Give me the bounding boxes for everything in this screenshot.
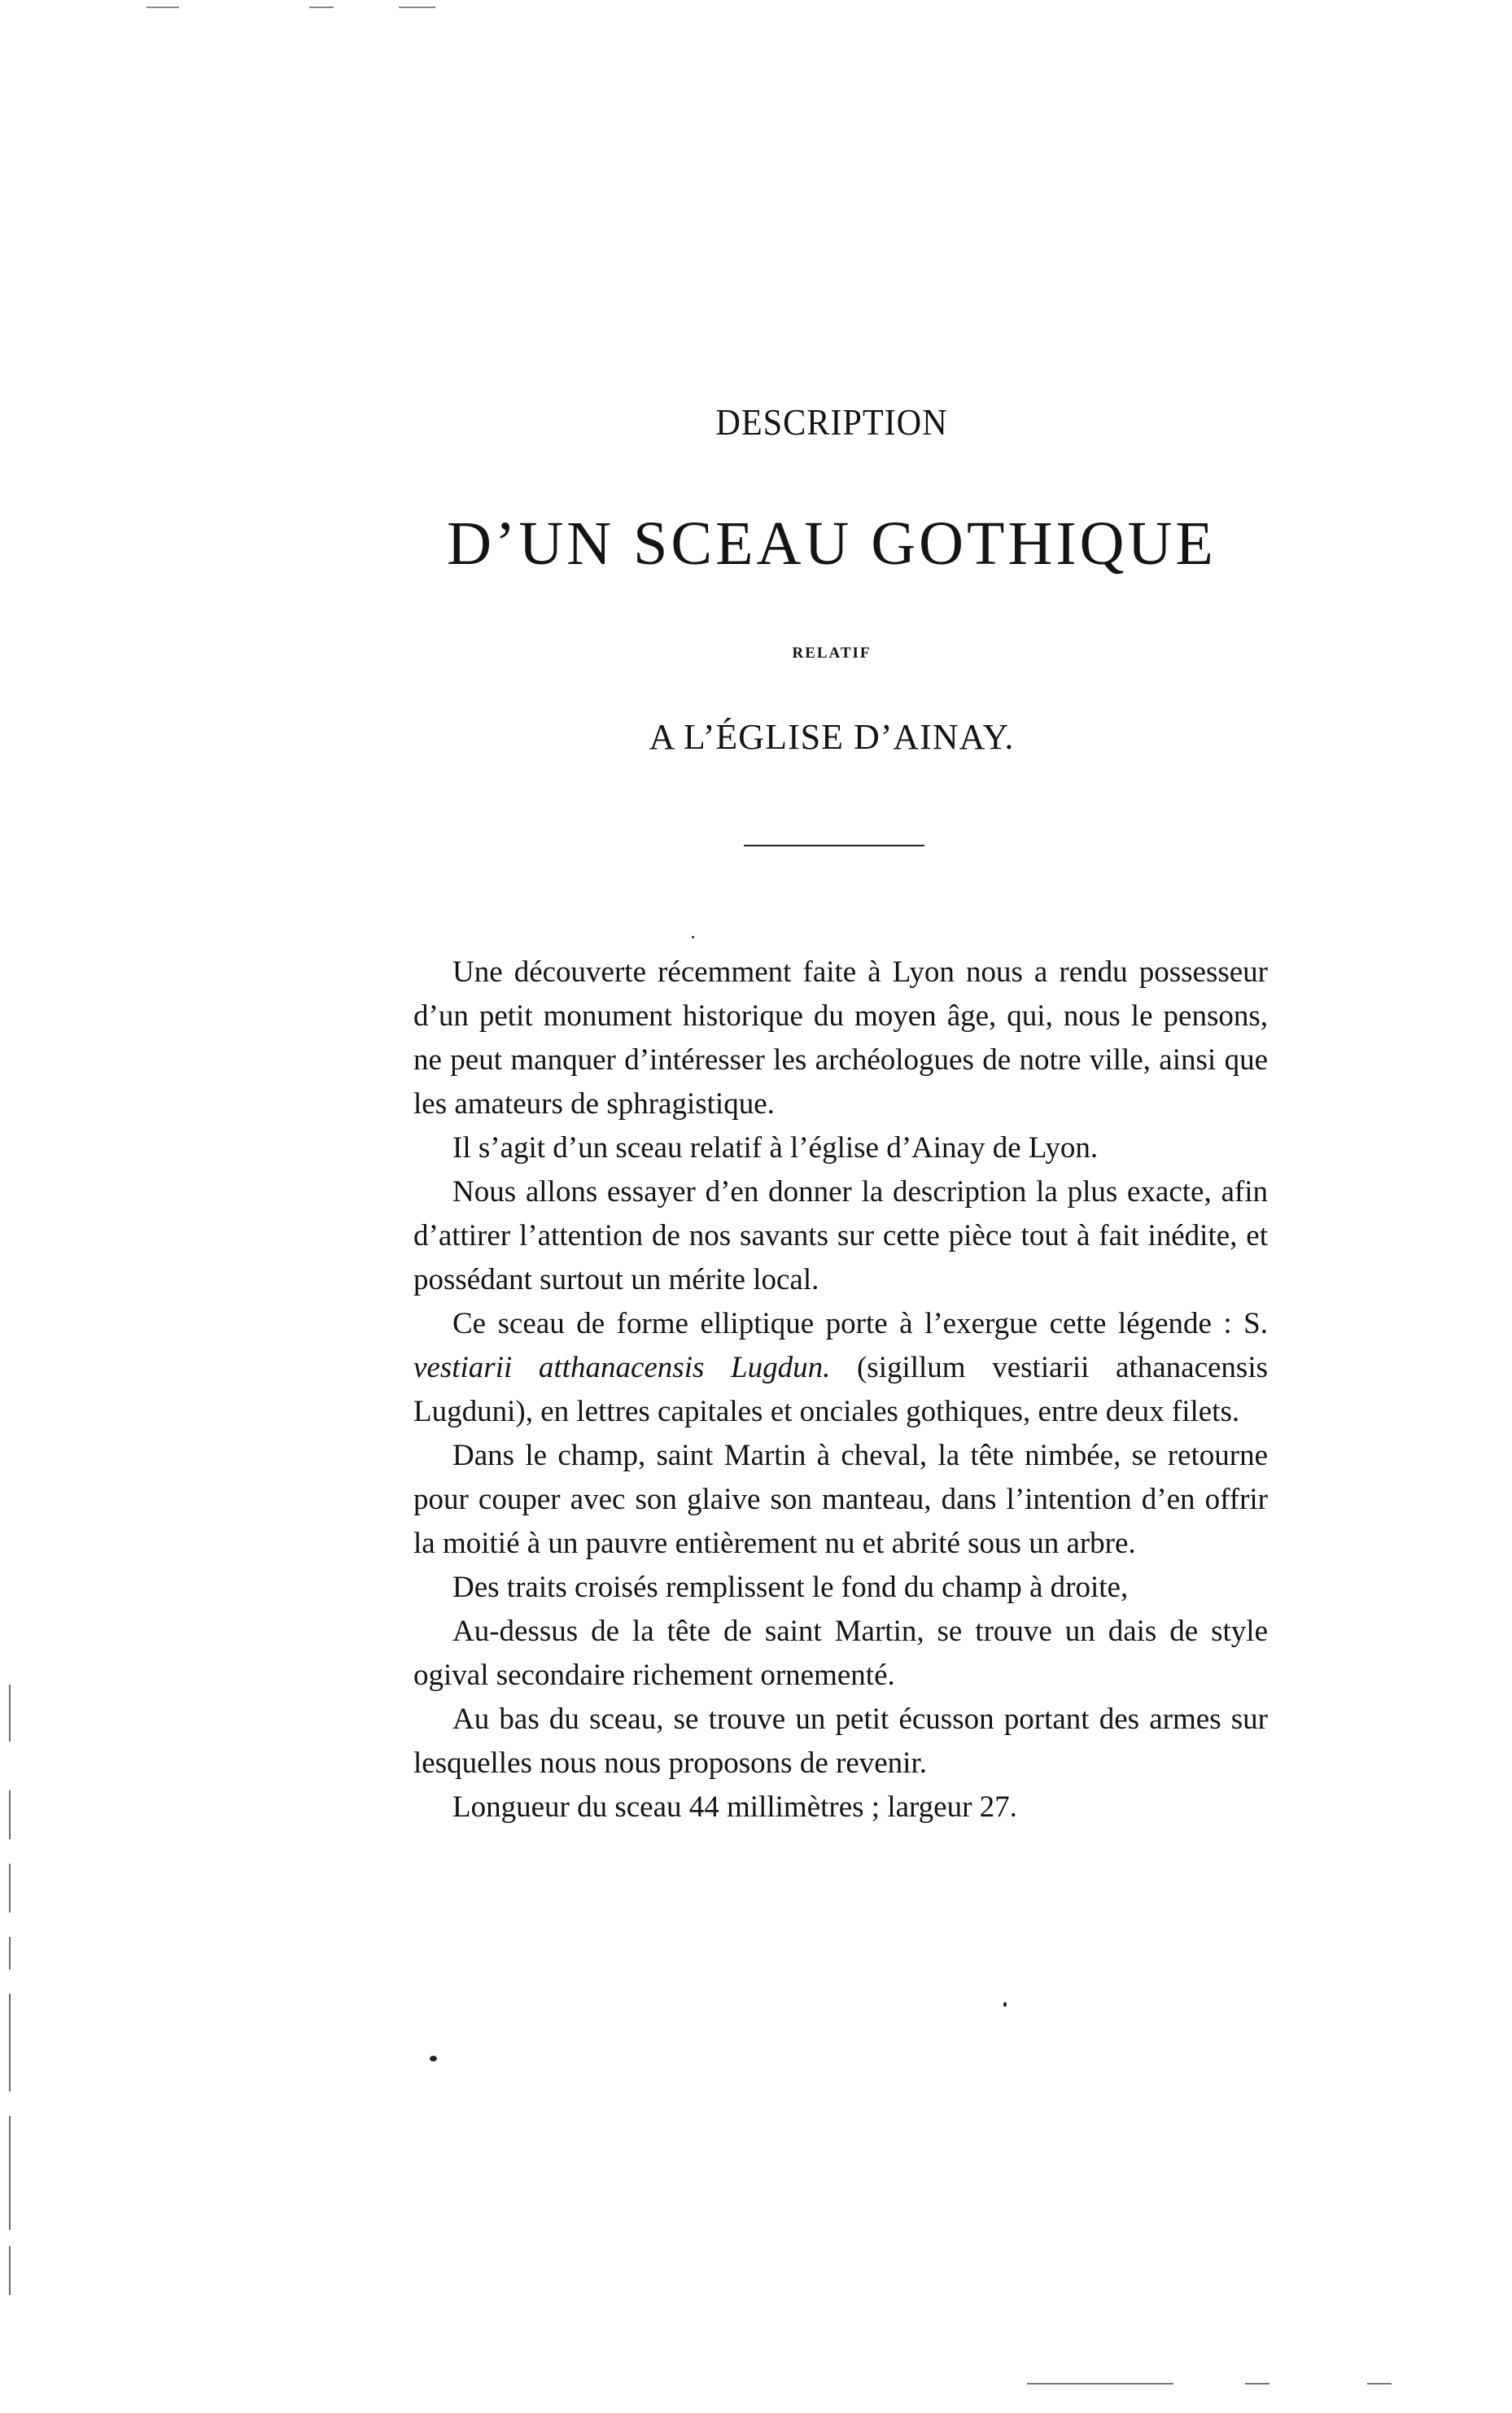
ink-speck (1003, 2002, 1007, 2007)
scan-margin-line (9, 1864, 11, 1912)
separator-rule (744, 845, 924, 846)
scan-margin-line (9, 2116, 11, 2230)
paragraph-dimensions: Longueur du sceau 44 millimètres ; largeur 27. (452, 1790, 1017, 1824)
scan-mark (146, 7, 179, 8)
paragraph: Des traits croisés remplissent le fond du champ à droite, (452, 1571, 1129, 1604)
ink-speck (692, 936, 694, 938)
scan-mark (1367, 2383, 1392, 2385)
scan-mark (399, 7, 435, 8)
paragraph: Dans le champ, saint Martin à cheval, la tête nimbée, se retourne pour couper avec son glaive son manteau, dans l’intention d’en offrir la moitié à un pauvre entièrement nu et abrité sous un arbre. (413, 1439, 1268, 1560)
paragraph-legend (413, 1302, 1268, 1434)
scan-margin-line (9, 2246, 11, 2295)
heading-relatif: RELATIF (792, 645, 872, 662)
scan-mark (309, 7, 334, 8)
paragraph: Il s’agit d’un sceau relatif à l’église d’Ainay de Lyon. (452, 1131, 1099, 1165)
page-title: D’UN SCEAU GOTHIQUE (447, 509, 1217, 578)
paragraph: Au bas du sceau, se trouve un petit écusson portant des armes sur lesquelles nous nous proposons de revenir. (413, 1703, 1268, 1780)
ink-speck (430, 2056, 437, 2061)
scan-mark (1245, 2383, 1269, 2385)
legend-text-before: Ce sceau de forme elliptique porte à l’exergue cette légende : S. (452, 1307, 1268, 1340)
paragraph: Nous allons essayer d’en donner la description la plus exacte, afin d’attirer l’attention de nos savants sur cette pièce tout à fait inédite, et possédant surtout un mérite local. (413, 1175, 1268, 1296)
heading-description: DESCRIPTION (715, 401, 948, 443)
paragraph: Une découverte récemment faite à Lyon nous a rendu possesseur d’un petit monument historique du moyen âge, qui, nous le pensons, ne peut manquer d’intéresser les archéologues de notre ville, ainsi que les amateurs de sphragistique. (413, 955, 1268, 1121)
paragraph: Au-dessus de la tête de saint Martin, se trouve un dais de style ogival secondaire richement ornementé. (413, 1615, 1268, 1692)
scan-margin-line (9, 1685, 11, 1742)
scan-margin-line (9, 1790, 11, 1839)
scan-margin-line (9, 1937, 11, 1969)
legend-inscription: vestiarii atthanacensis Lugdun. (413, 1351, 831, 1384)
page-subtitle: A L’ÉGLISE D’AINAY. (649, 717, 1015, 757)
scan-margin-line (9, 1994, 11, 2092)
legend-text-after: (sigillum vestiarii athanacensis Lugduni), en lettres capitales et onciales gothiques, entre deux filets. (413, 1351, 1268, 1428)
body-text (413, 951, 1268, 1829)
scan-mark (1027, 2383, 1173, 2385)
